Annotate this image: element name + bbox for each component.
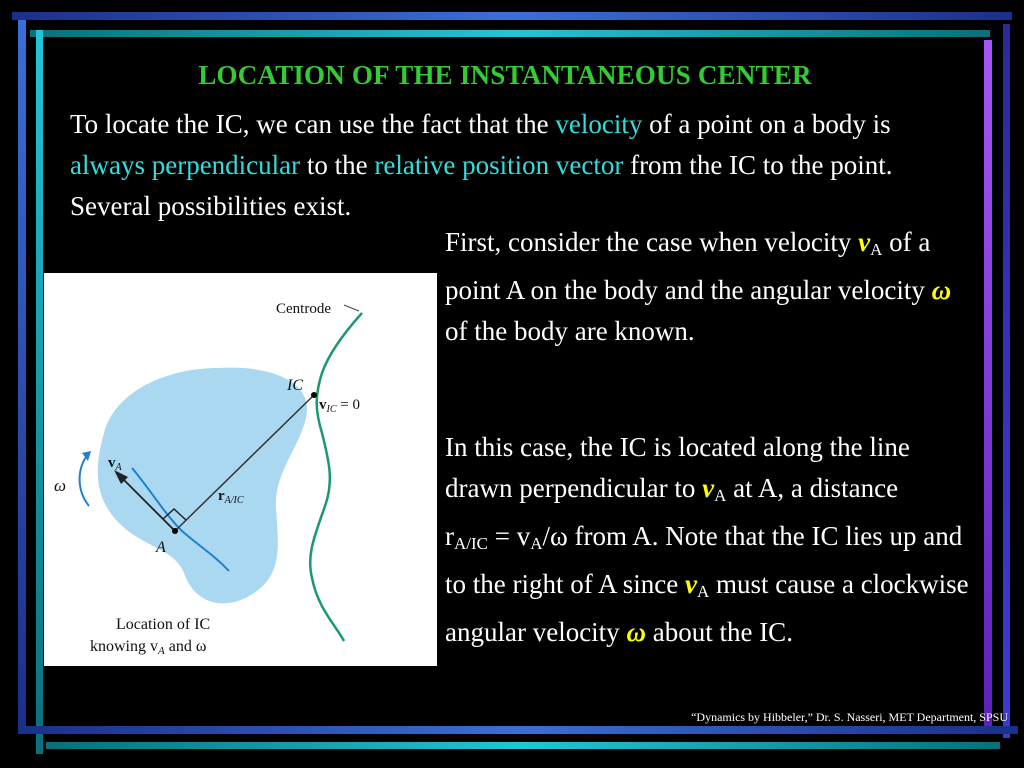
ic-label: IC	[287, 377, 303, 394]
centrode-curve	[310, 313, 362, 641]
intro-text-3: to the	[300, 150, 375, 180]
location-text-3: = v	[488, 521, 531, 551]
intro-highlight-perpendicular: always perpendicular	[70, 150, 301, 180]
caption-line-2: knowing vA and ω	[90, 638, 207, 657]
case-text-2: of a point A on the body and the angular velocity	[445, 227, 932, 305]
slide-title: LOCATION OF THE INSTANTANEOUS CENTER	[198, 60, 812, 90]
frame-bar-left-blue	[18, 20, 26, 726]
location-text-5: must cause a clockwise angular velocity	[445, 569, 969, 647]
case-text-3: of the body are known.	[445, 316, 695, 346]
location-omega-symbol: ω	[626, 617, 646, 647]
point-ic	[311, 392, 317, 398]
ic-figure	[44, 273, 437, 666]
location-va-symbol: v	[702, 473, 715, 503]
location-va3-subscript: A	[696, 582, 710, 601]
frame-bar-right-purple	[984, 40, 992, 730]
omega-label: ω	[54, 476, 67, 495]
frame-bar-bottom-blue	[18, 726, 1018, 734]
intro-text-4: from the IC to the point. Several possibilities exist.	[70, 150, 893, 221]
case-omega-symbol: ω	[931, 275, 952, 305]
location-va-subscript: A	[714, 486, 727, 505]
centrode-leader-line	[344, 305, 359, 311]
intro-highlight-velocity: velocity	[555, 109, 643, 139]
location-text-6: about the IC.	[645, 617, 793, 647]
intro-text-1: To locate the IC, we can use the fact that the	[70, 109, 556, 139]
location-r-symbol: r	[445, 521, 454, 551]
location-paragraph	[445, 427, 970, 653]
frame-bar-top-cyan	[30, 30, 990, 37]
location-va2-subscript: A	[530, 534, 543, 553]
frame-bar-bottom-cyan	[46, 742, 1000, 749]
frame-bar-right-blue	[1003, 24, 1010, 738]
location-r-subscript: A/IC	[454, 534, 488, 553]
intro-paragraph	[70, 104, 970, 227]
case-va-symbol: v	[858, 227, 871, 257]
vic-label: $v_{IC} = 0$	[319, 397, 360, 415]
frame-bar-top-blue	[12, 12, 1012, 20]
case-va-subscript: A	[870, 240, 883, 259]
va-label: $v_A$	[108, 455, 122, 473]
location-va3-symbol: v	[684, 569, 697, 599]
location-text-2: at A, a distance	[726, 473, 899, 503]
omega-rotation-arc	[80, 457, 89, 506]
frame-bar-left-cyan	[36, 30, 43, 754]
r-a-ic-label: $r_{A/IC}$	[218, 488, 244, 506]
intro-text-2: of a point on a body is	[642, 109, 891, 139]
ic-diagram	[44, 273, 437, 666]
caption-line-1: Location of IC	[116, 616, 211, 633]
case-paragraph	[445, 222, 970, 352]
case-text-1: First, consider the case when velocity	[445, 227, 859, 257]
location-text-4: /ω from A. Note that the IC lies up and to the right of A since	[445, 521, 963, 599]
slide-footer: “Dynamics by Hibbeler,” Dr. S. Nasseri, MET Department, SPSU	[691, 710, 1008, 724]
a-label: A	[156, 539, 166, 556]
intro-highlight-position-vector: relative position vector	[374, 150, 624, 180]
omega-arrow-head	[82, 451, 91, 461]
location-text-1: In this case, the IC is located along the line drawn perpendicular to	[445, 432, 910, 503]
point-a	[172, 528, 178, 534]
centrode-label: Centrode	[276, 301, 331, 317]
